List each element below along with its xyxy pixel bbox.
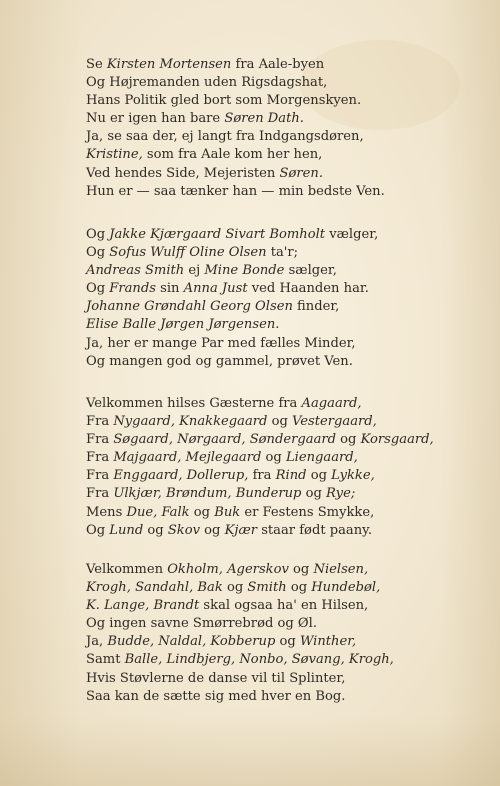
line-text: og <box>143 522 168 538</box>
line-text: Og ingen savne Smørrebrød og Øl. <box>86 616 318 632</box>
poem-line <box>86 226 378 244</box>
poem-line <box>86 615 394 633</box>
line-text: og <box>288 562 314 577</box>
poem-line <box>86 485 434 503</box>
line-text: Ja, her er mange Par med fælles Minder, <box>86 335 356 351</box>
stanza-3 <box>86 395 434 540</box>
italic-name: Jakke Kjærgaard Sivart Bomholt <box>109 227 326 242</box>
italic-name: Rind <box>275 468 307 484</box>
italic-name: Okholm, Agerskov <box>167 562 289 577</box>
line-text: Ved hendes Side, Mejeristen <box>86 165 280 181</box>
italic-name: Balle, Lindbjerg, Nonbo, Søvang, Krogh, <box>124 652 394 668</box>
italic-name: Majgaard, Mejlegaard <box>113 450 262 466</box>
italic-name: Sofus Wulff Oline Olsen <box>109 245 267 261</box>
italic-name: Hundebøl, <box>311 580 381 596</box>
italic-name: Mine Bonde <box>204 263 285 279</box>
line-text: ved Haanden har. <box>247 281 369 297</box>
line-text: Fra <box>86 414 114 430</box>
poem-line <box>86 431 434 449</box>
line-text: Hvis Støvlerne de danse vil til Splinter, <box>86 670 346 686</box>
line-text: finder, <box>292 299 340 315</box>
italic-name: Søren Dath. <box>224 111 304 127</box>
line-text: som fra Aale kom her hen, <box>142 147 323 163</box>
stanza-2 <box>86 226 378 371</box>
italic-name: Liengaard, <box>285 450 358 466</box>
line-text: og <box>306 468 332 484</box>
italic-name: Ulkjær, Brøndum, Bunderup <box>113 486 302 502</box>
line-text: er Festens Smykke, <box>240 504 375 520</box>
italic-name: Anna Just <box>183 281 248 297</box>
line-text: og <box>267 414 293 430</box>
italic-name: Vestergaard, <box>292 414 377 430</box>
poem-line <box>86 56 385 74</box>
italic-name: Søren. <box>279 165 323 181</box>
line-text: og <box>336 432 361 448</box>
line-text: Fra <box>86 450 114 466</box>
italic-name: Kirsten Mortensen <box>106 57 232 72</box>
italic-name: Nielsen, <box>313 562 369 577</box>
line-text: Ja, <box>86 634 108 650</box>
paper-aging-right <box>440 0 500 786</box>
poem-line <box>86 522 434 540</box>
line-text: og <box>200 522 225 538</box>
poem-line <box>86 74 385 92</box>
italic-name: Budde, Naldal, Kobberup <box>107 634 276 650</box>
poem-line <box>86 146 385 164</box>
line-text: Fra <box>86 486 114 502</box>
italic-name: Krogh, Sandahl, Bak <box>86 580 223 596</box>
poem-line <box>86 183 385 201</box>
poem-line <box>86 298 378 316</box>
italic-name: Elise Balle Jørgen Jørgensen. <box>86 317 280 333</box>
line-text: Ja, se saa der, ej langt fra Indgangsdøren, <box>86 129 364 145</box>
italic-name: Andreas Smith <box>86 263 185 279</box>
line-text: og <box>261 450 286 466</box>
poem-line <box>86 110 385 128</box>
stanza-4 <box>86 561 394 706</box>
italic-name: Winther, <box>299 634 357 650</box>
poem-line <box>86 688 394 706</box>
poem-line <box>86 651 394 669</box>
italic-name: Johanne Grøndahl Georg Olsen <box>86 299 293 315</box>
line-text: Nu er igen han bare <box>86 111 225 127</box>
italic-name: Skov <box>167 522 201 538</box>
line-text: Samt <box>86 652 125 668</box>
line-text: Og <box>86 227 110 242</box>
italic-name: Rye; <box>326 486 356 502</box>
line-text: og <box>301 486 327 502</box>
line-text: Se <box>86 57 107 72</box>
italic-name: Korsgaard, <box>360 432 434 448</box>
poem-line <box>86 561 394 579</box>
line-text: og <box>222 580 248 596</box>
line-text: ta'r; <box>266 245 299 261</box>
line-text: og <box>275 634 300 650</box>
italic-name: Due, Falk <box>126 504 190 520</box>
poem-line <box>86 280 378 298</box>
poem-line <box>86 335 378 353</box>
line-text: Mens <box>86 504 127 520</box>
poem-line <box>86 316 378 334</box>
poem-line <box>86 504 434 522</box>
line-text: Saa kan de sætte sig med hver en Bog. <box>86 688 346 704</box>
italic-name: Lykke, <box>331 468 375 484</box>
line-text: ej <box>184 263 205 279</box>
line-text: Og <box>86 281 110 297</box>
poem-line <box>86 353 378 371</box>
poem-line <box>86 128 385 146</box>
poem-line <box>86 165 385 183</box>
line-text: fra Aale-byen <box>231 57 325 72</box>
poem-line <box>86 449 434 467</box>
line-text: fra <box>248 468 276 484</box>
paper-aging-bottom <box>0 716 500 786</box>
italic-name: Lund <box>109 522 144 538</box>
poem-line <box>86 244 378 262</box>
italic-name: Smith <box>247 580 287 596</box>
poem-line <box>86 262 378 280</box>
line-text: Og <box>86 522 110 538</box>
line-text: Og <box>86 245 110 261</box>
line-text: Hans Politik gled bort som Morgenskyen. <box>86 93 362 109</box>
line-text: Fra <box>86 432 114 448</box>
italic-name: Kjær <box>224 522 258 538</box>
line-text: og <box>286 580 312 596</box>
line-text: Hun er — saa tænker han — min bedste Ven. <box>86 183 385 199</box>
poem-line <box>86 395 434 413</box>
stanza-1 <box>86 56 385 201</box>
poem-line <box>86 467 434 485</box>
line-text: Velkommen hilses Gæsterne fra <box>86 396 302 411</box>
line-text: Velkommen <box>86 562 168 577</box>
line-text: skal ogsaa ha' en Hilsen, <box>199 598 369 614</box>
italic-name: Aagaard, <box>301 396 362 411</box>
italic-name: Søgaard, Nørgaard, Søndergaard <box>113 432 337 448</box>
poem-line <box>86 92 385 110</box>
italic-name: Enggaard, Dollerup, <box>113 468 249 484</box>
line-text: Fra <box>86 468 114 484</box>
line-text: og <box>189 504 215 520</box>
paper-aging-left <box>0 0 80 786</box>
line-text: Og mangen god og gammel, prøvet Ven. <box>86 353 353 369</box>
line-text: vælger, <box>325 227 379 242</box>
poem-line <box>86 579 394 597</box>
line-text: staar født paany. <box>257 522 372 538</box>
italic-name: Buk <box>214 504 241 520</box>
poem-line <box>86 633 394 651</box>
poem-line <box>86 670 394 688</box>
italic-name: Frands <box>109 281 156 297</box>
italic-name: K. Lange, Brandt <box>86 598 200 614</box>
line-text: sælger, <box>284 263 337 279</box>
line-text: Og Højremanden uden Rigsdagshat, <box>86 75 328 91</box>
poem-line <box>86 597 394 615</box>
italic-name: Nygaard, Knakkegaard <box>113 414 268 430</box>
poem-line <box>86 413 434 431</box>
italic-name: Kristine, <box>86 147 143 163</box>
line-text: sin <box>155 281 184 297</box>
